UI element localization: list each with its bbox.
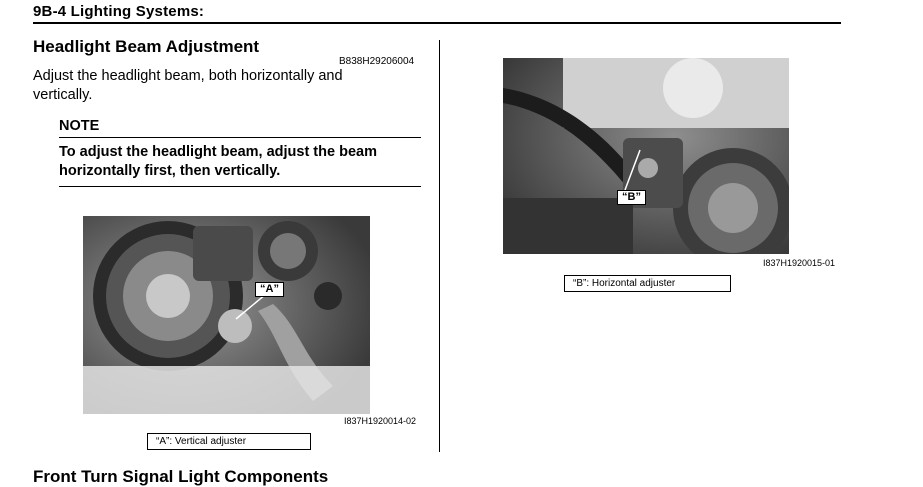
- note-rule-bottom: [59, 186, 421, 187]
- section-code: B838H29206004: [339, 56, 415, 67]
- intro-paragraph: Adjust the headlight beam, both horizontally and vertically.: [33, 68, 343, 103]
- page-header: 9B-4 Lighting Systems:: [33, 3, 205, 20]
- header-rule: [33, 22, 841, 24]
- note-text: To adjust the headlight beam, adjust the beam horizontally first, then vertically.: [59, 144, 377, 179]
- callout-b-label: “B”: [617, 190, 646, 205]
- horizontal-adjuster-photo: [503, 58, 789, 254]
- figure-a-caption: “A”: Vertical adjuster: [147, 433, 311, 450]
- callout-a-label: “A”: [255, 282, 284, 297]
- column-divider: [439, 40, 440, 452]
- figure-b-code: I837H1920015-01: [763, 258, 836, 268]
- note-rule-top: [59, 137, 421, 138]
- vertical-adjuster-photo: [83, 216, 370, 414]
- next-section-title: Front Turn Signal Light Components: [33, 467, 329, 486]
- figure-a-code: I837H1920014-02: [344, 416, 417, 426]
- figure-b-caption: “B”: Horizontal adjuster: [564, 275, 731, 292]
- note-title: NOTE: [59, 118, 100, 134]
- section-title: Headlight Beam Adjustment: [33, 37, 260, 56]
